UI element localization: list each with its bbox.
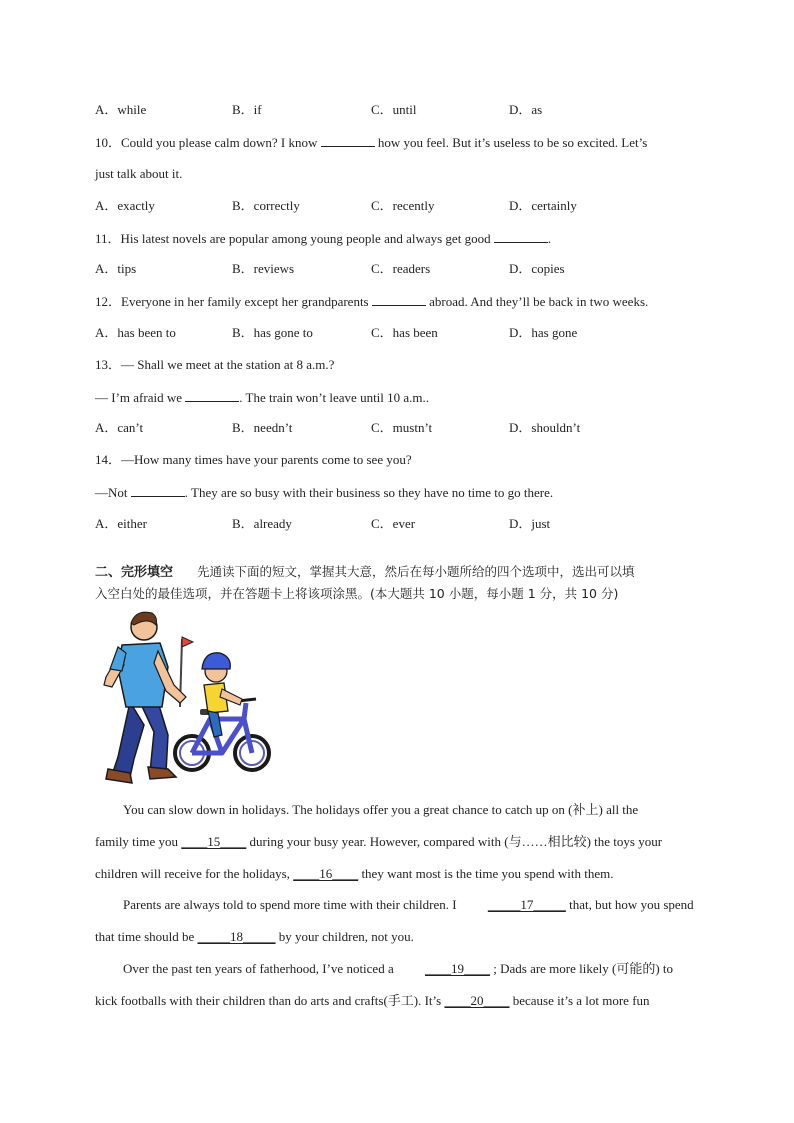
passage-p3-line2 — [95, 993, 700, 1009]
q13-text-pre: — I’m afraid we — [95, 390, 186, 405]
q12-text-post: abroad. And they’ll be back in two weeks. — [425, 294, 649, 309]
text-segment: they want most is the time you spend with them. — [358, 866, 614, 881]
option-a: A．tips — [95, 261, 137, 276]
section-heading — [95, 563, 705, 582]
option-b: B．already — [232, 516, 292, 531]
text-segment: by your children, not you. — [275, 929, 414, 944]
text-segment: because it’s a lot more fun — [509, 993, 650, 1008]
option-d: D．copies — [509, 261, 565, 276]
passage-p1-line3 — [95, 866, 700, 882]
text-segment: Parents are always told to spend more time with their children. I — [123, 897, 460, 912]
q12-text-pre: 12．Everyone in her family except her grandparents — [95, 294, 372, 309]
q10-text-pre: 10．Could you please calm down? I know — [95, 135, 321, 150]
option-b: B．correctly — [232, 198, 300, 213]
question-10-line1 — [95, 134, 703, 151]
cloze-blank-20: ____20____ — [444, 993, 510, 1008]
question-13-line2 — [95, 389, 703, 406]
passage-p2-line1 — [95, 897, 700, 913]
option-a: A．has been to — [95, 325, 176, 340]
question-11 — [95, 230, 703, 247]
cloze-blank-16: ____16____ — [293, 866, 359, 881]
text-segment: family time you — [95, 834, 182, 849]
question-12 — [95, 293, 703, 310]
question-14-line1: 14．—How many times have your parents come to see you? — [95, 452, 412, 467]
option-c: C．recently — [371, 198, 435, 213]
father-child-bicycle-illustration — [96, 607, 272, 787]
option-c: C．readers — [371, 261, 431, 276]
section-instructions-1: 先通读下面的短文，掌握其大意，然后在每小题所给的四个选项中，选出可以填 — [197, 564, 635, 579]
passage-p1-line2 — [95, 834, 700, 850]
q14-text-post: . They are so busy with their business so they have no time to go there. — [184, 485, 554, 500]
q11-text-pre: 11．His latest novels are popular among young people and always get good — [95, 231, 494, 246]
answer-blank — [131, 484, 185, 497]
question-10-line2: just talk about it. — [95, 166, 183, 181]
cloze-blank-15: ____15____ — [181, 834, 247, 849]
option-b: B．has gone to — [232, 325, 313, 340]
text-segment: that, but how you spend — [565, 897, 694, 912]
option-a: A．either — [95, 516, 147, 531]
option-d: D．as — [509, 102, 543, 117]
cloze-blank-19: ____19____ — [424, 961, 490, 976]
section-title: 二、完形填空 — [95, 565, 174, 580]
section-instructions-2: 入空白处的最佳选项，并在答题卡上将该项涂黑。(本大题共 10 小题，每小题 1 分，共 10 分) — [95, 586, 619, 601]
text-segment: during your busy year. However, compared with (与……相比较) the toys your — [246, 834, 663, 849]
passage-p2-line2 — [95, 929, 700, 945]
answer-blank — [494, 230, 548, 243]
text-segment: kick footballs with their children than do arts and crafts(手工). It’s — [95, 993, 445, 1008]
option-a: A．can’t — [95, 420, 144, 435]
cloze-blank-17: _____17_____ — [487, 897, 566, 912]
option-d: D．just — [509, 516, 551, 531]
option-d: D．certainly — [509, 198, 577, 213]
q14-text-pre: —Not — [95, 485, 131, 500]
option-c: C．until — [371, 102, 417, 117]
option-c: C．has been — [371, 325, 438, 340]
text-segment: that time should be — [95, 929, 198, 944]
option-b: B．if — [232, 102, 262, 117]
passage-p1-line1: You can slow down in holidays. The holidays offer you a great chance to catch up on (补上) all the — [123, 802, 639, 817]
q11-text-post: . — [547, 231, 552, 246]
option-c: C．ever — [371, 516, 416, 531]
option-d: D．has gone — [509, 325, 578, 340]
passage-p3-line1 — [95, 961, 700, 977]
option-d: D．shouldn’t — [509, 420, 581, 435]
text-segment: children will receive for the holidays, — [95, 866, 294, 881]
question-13-line1: 13．— Shall we meet at the station at 8 a.m.? — [95, 357, 335, 372]
option-b: B．needn’t — [232, 420, 293, 435]
question-14-line2 — [95, 484, 703, 501]
q10-text-post: how you feel. But it’s useless to be so excited. Let’s — [374, 135, 648, 150]
option-b: B．reviews — [232, 261, 295, 276]
answer-blank — [372, 293, 426, 306]
text-segment: Over the past ten years of fatherhood, I’ve noticed a — [123, 961, 397, 976]
q13-text-post: . The train won’t leave until 10 a.m.. — [239, 390, 430, 405]
cloze-blank-18: _____18_____ — [197, 929, 276, 944]
answer-blank — [321, 134, 375, 147]
text-segment: ; Dads are more likely (可能的) to — [489, 961, 674, 976]
option-a: A．while — [95, 102, 147, 117]
option-c: C．mustn’t — [371, 420, 433, 435]
option-a: A．exactly — [95, 198, 155, 213]
answer-blank — [185, 389, 239, 402]
